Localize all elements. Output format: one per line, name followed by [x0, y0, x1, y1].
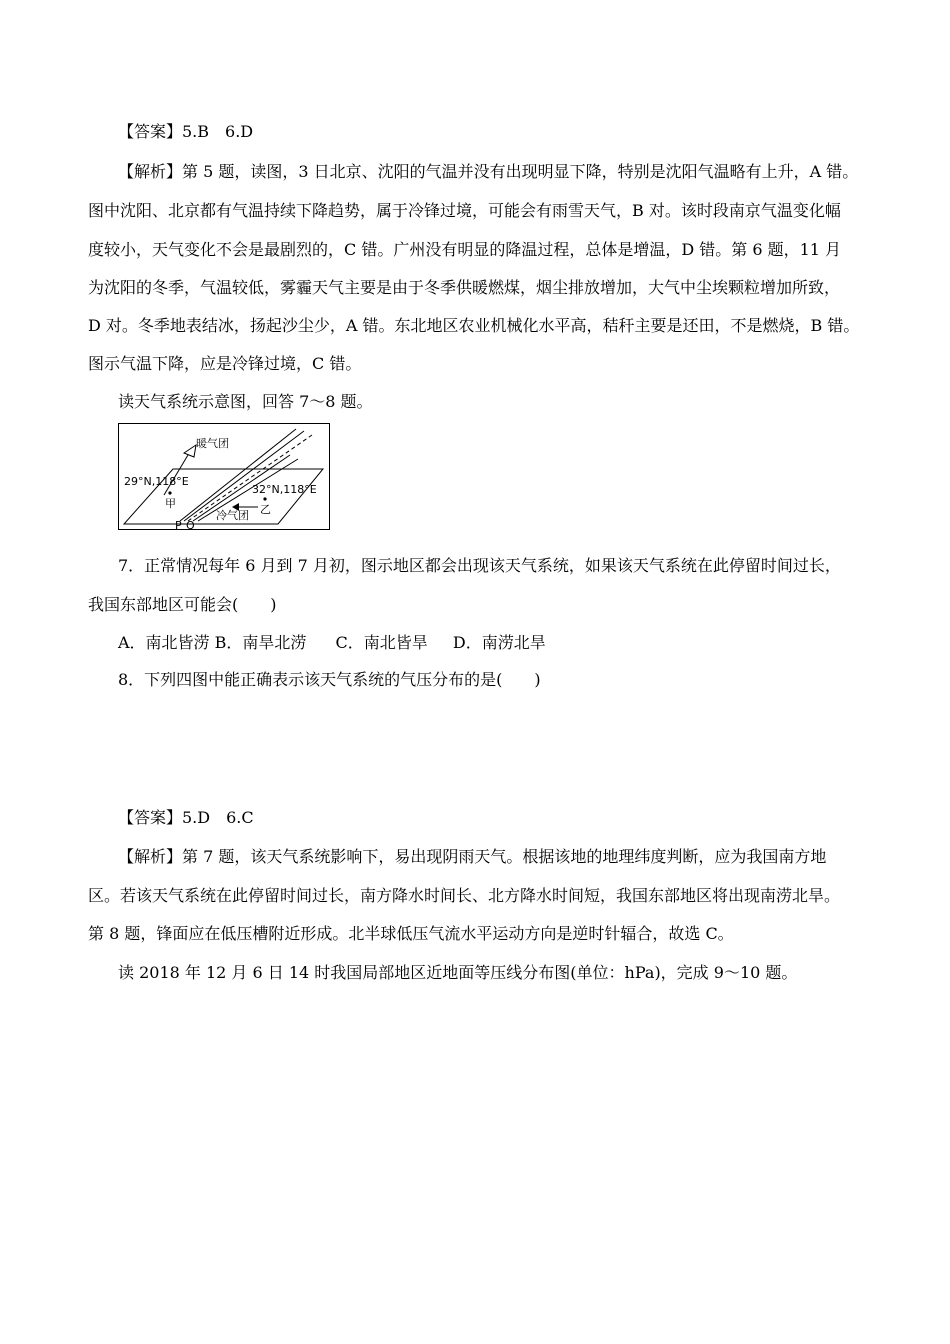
analysis2-line-3: 第 8 题，锋面应在低压槽附近形成。北半球低压气流水平运动方向是逆时针辐合，故选 C。	[88, 924, 734, 943]
point-yi-marker	[263, 497, 266, 500]
coord-left-label: 29°N,118°E	[124, 475, 189, 488]
point-yi-label: 乙	[260, 503, 271, 516]
warm-air-label: 暖气团	[196, 437, 229, 450]
analysis2-line-1: 【解析】第 7 题，该天气系统影响下，易出现阴雨天气。根据该地的地理纬度判断，应为我国南方地	[118, 847, 827, 866]
option-a: A．南北皆涝	[118, 633, 210, 652]
intro-questions-7-8: 读天气系统示意图，回答 7～8 题。	[118, 392, 373, 411]
point-jia-label: 甲	[165, 497, 176, 510]
answer-5-6: 【答案】5.B 6.D	[118, 122, 254, 141]
question-8: 8．下列四图中能正确表示该天气系统的气压分布的是( )	[118, 670, 541, 689]
cold-air-label: 冷气团	[216, 509, 249, 522]
question-7-line-2: 我国东部地区可能会( )	[88, 595, 277, 614]
option-d: D．南涝北旱	[452, 633, 546, 652]
intro-questions-9-10: 读 2018 年 12 月 6 日 14 时我国局部地区近地面等压线分布图(单位：hPa)，完成 9～10 题。	[118, 963, 798, 982]
point-jia-marker	[168, 491, 171, 494]
analysis-line-6: 图示气温下降，应是冷锋过境，C 错。	[88, 354, 362, 373]
coord-right-label: 32°N,118°E	[252, 483, 317, 496]
label-p: P	[175, 519, 182, 530]
analysis-line-3: 度较小，天气变化不会是最剧烈的，C 错。广州没有明显的降温过程，总体是增温，D 错。第 6 题，11 月	[88, 240, 842, 259]
analysis2-line-2: 区。若该天气系统在此停留时间过长，南方降水时间长、北方降水时间短，我国东部地区将出现南涝北旱。	[88, 886, 841, 905]
analysis-line-2: 图中沈阳、北京都有气温持续下降趋势，属于冷锋过境，可能会有雨雪天气，B 对。该时段南京气温变化幅	[88, 201, 841, 220]
analysis-line-1: 【解析】第 5 题，读图，3 日北京、沈阳的气温并没有出现明显下降，特别是沈阳气温略有上升，A 错。	[118, 162, 859, 181]
question-7-line-1: 7．正常情况每年 6 月到 7 月初，图示地区都会出现该天气系统，如果该天气系统在此停留时间过长，	[118, 556, 841, 575]
option-c: C．南北皆旱	[335, 633, 428, 652]
analysis-line-5: D 对。冬季地表结冰，扬起沙尘少，A 错。东北地区农业机械化水平高，秸秆主要是还田，不是燃烧，B 错。	[88, 316, 860, 335]
analysis-line-4: 为沈阳的冬季，气温较低，雾霾天气主要是由于冬季供暖燃煤，烟尘排放增加，大气中尘埃颗粒增加所致，	[88, 278, 841, 297]
weather-system-diagram	[118, 423, 330, 530]
option-b: B．南旱北涝	[214, 633, 307, 652]
answer-7-8: 【答案】5.D 6.C	[118, 808, 254, 827]
question-7-options	[118, 633, 546, 653]
label-q: Q	[186, 519, 195, 530]
